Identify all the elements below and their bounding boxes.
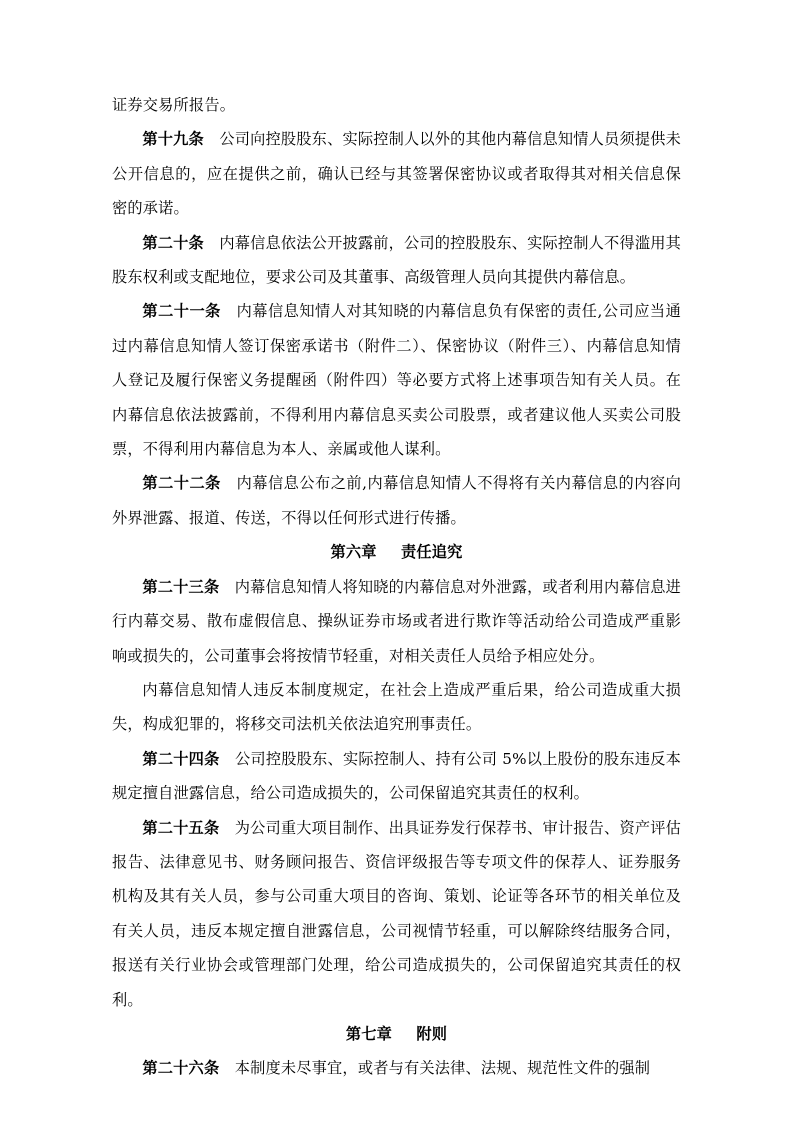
paragraph-text: 证券交易所报告。 xyxy=(112,96,236,114)
article-number: 第二十六条 xyxy=(142,1059,220,1078)
chapter-title: 责任追究 xyxy=(400,543,463,562)
paragraph xyxy=(112,466,681,535)
paragraph-text: 内幕信息知情人将知晓的内幕信息对外泄露，或者利用内幕信息进行内幕交易、散布虚假信息、操纵证券市场或者进行欺诈等活动给公司造成严重影响或损失的，公司董事会将按情节轻重，对相关责任人员给予相应处分。 xyxy=(112,577,681,665)
paragraph-text: 本制度未尽事宜，或者与有关法律、法规、规范性文件的强制 xyxy=(234,1059,651,1078)
document-body xyxy=(112,88,681,1086)
paragraph xyxy=(112,1051,681,1085)
article-number: 第二十五条 xyxy=(142,818,220,837)
chapter-number: 第七章 xyxy=(345,1024,393,1043)
paragraph-text: 内幕信息公布之前,内幕信息知情人不得将有关内幕信息的内容向外界泄露、报道、传送，不得以任何形式进行传播。 xyxy=(112,474,681,527)
paragraph xyxy=(112,811,681,1017)
article-number: 第二十二条 xyxy=(142,474,221,493)
paragraph xyxy=(112,88,681,122)
chapter-title: 附则 xyxy=(416,1024,448,1043)
paragraph-text: 公司向控股股东、实际控制人以外的其他内幕信息知情人员须提供未公开信息的，应在提供之前，确认已经与其签署保密协议或者取得其对相关信息保密的承诺。 xyxy=(112,130,681,218)
paragraph-text: 公司控股股东、实际控制人、持有公司 5%以上股份的股东违反本规定擅自泄露信息，给公司造成损失的，公司保留追究其责任的权利。 xyxy=(112,749,682,803)
paragraph xyxy=(112,742,681,811)
paragraph xyxy=(112,673,681,742)
article-number: 第十九条 xyxy=(142,130,204,149)
paragraph xyxy=(112,226,681,295)
paragraph-text: 内幕信息依法公开披露前，公司的控股股东、实际控制人不得滥用其股东权利或支配地位，要求公司及其董事、高级管理人员向其提供内幕信息。 xyxy=(112,233,681,287)
paragraph xyxy=(112,294,681,466)
paragraph-text: 为公司重大项目制作、出具证券发行保荐书、审计报告、资产评估报告、法律意见书、财务顾问报告、资信评级报告等专项文件的保荐人、证券服务机构及其有关人员，参与公司重大项目的咨询、策划、论证等各环节的相关单位及有关人员，违反本规定擅自泄露信息，公司视情节轻重，可以解除终结服务合同，报送有关行业协会或管理部门处理，给公司造成损失的，公司保留追究其责任的权利。 xyxy=(112,818,681,1009)
paragraph xyxy=(112,122,681,225)
chapter-number: 第六章 xyxy=(330,543,377,562)
paragraph xyxy=(112,570,681,673)
chapter-heading xyxy=(112,535,681,569)
paragraph-text: 内幕信息知情人违反本制度规定，在社会上造成严重后果，给公司造成重大损失，构成犯罪的，将移交司法机关依法追究刑事责任。 xyxy=(112,680,681,734)
article-number: 第二十三条 xyxy=(142,577,220,596)
chapter-heading xyxy=(112,1017,681,1051)
paragraph-text: 内幕信息知情人对其知晓的内幕信息负有保密的责任,公司应当通过内幕信息知情人签订保密承诺书（附件二）、保密协议（附件三）、内幕信息知情人登记及履行保密义务提醒函（附件四）等必要方式将上述事项告知有关人员。在内幕信息依法披露前，不得利用内幕信息买卖公司股票，或者建议他人买卖公司股票，不得利用内幕信息为本人、亲属或他人谋利。 xyxy=(112,302,681,459)
article-number: 第二十一条 xyxy=(142,302,221,321)
article-number: 第二十条 xyxy=(142,233,204,252)
article-number: 第二十四条 xyxy=(142,749,220,768)
